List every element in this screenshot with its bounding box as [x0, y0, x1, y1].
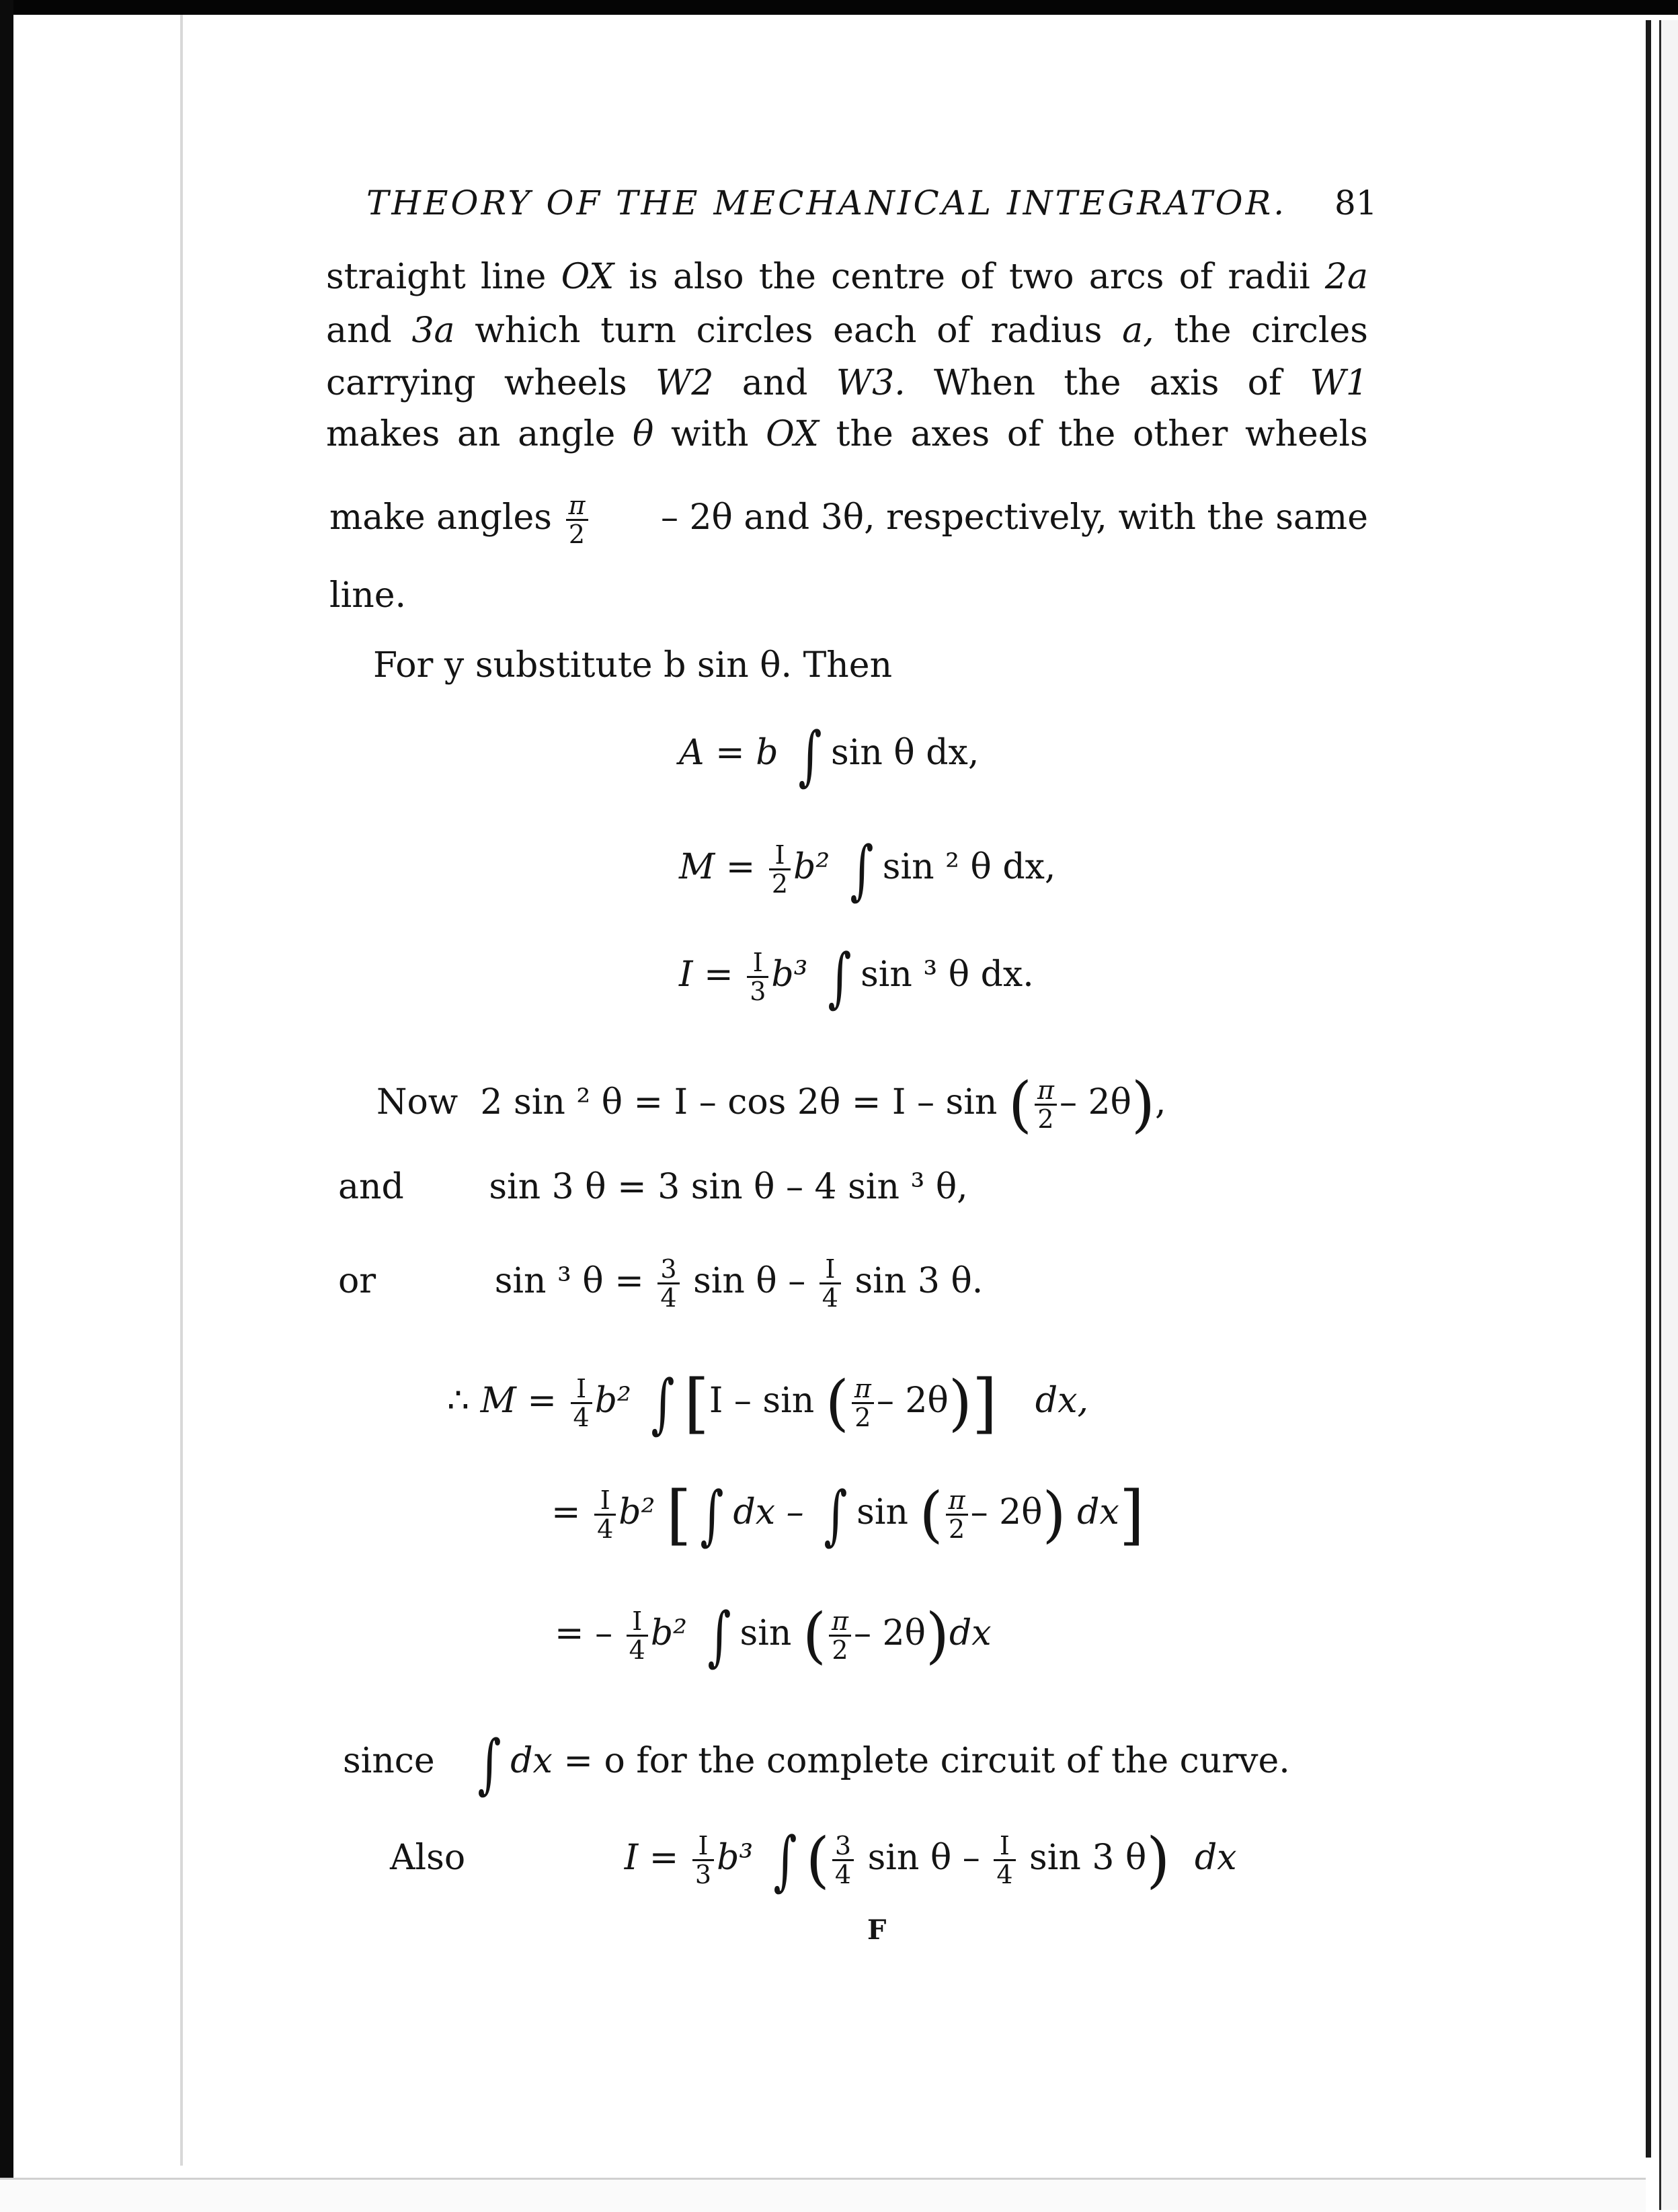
equation-therefore: ∴ M = $\frac{I}{4}$ b² ∫ [I – sin ( $\frac{\pi}{2}$ – 2θ)] dx,	[447, 1365, 1089, 1441]
scan-top-edge	[0, 0, 1678, 15]
equation-and: and sin 3 θ = 3 sin θ – 4 sin ³ θ,	[338, 1167, 968, 1207]
page-number: 81	[1334, 183, 1377, 222]
equation-also: Also I = $\frac{I}{3}$ b³ ∫ ( $\frac{3}{4}$ sin θ – $\frac{I}{4}$ sin 3 θ) dx	[390, 1822, 1237, 1898]
para1-line4: makes an angle θ with OX the axes of the other wheels	[326, 414, 1368, 454]
equation-M: M = $\frac{I}{2}$ b² ∫ sin ² θ dx,	[679, 831, 1056, 907]
para1-line3: carrying wheels W2 and W3. When the axis of W1	[326, 363, 1368, 403]
scan-left-edge	[0, 0, 13, 2210]
equation-step3: = – $\frac{I}{4}$ b² ∫ sin ( $\frac{\pi}{2}$ – 2θ)dx	[555, 1598, 992, 1674]
pi-over-2-fraction: $\frac{\pi}{2}$	[566, 492, 588, 548]
para1-line5: make angles $\frac{\pi}{2}$ – 2θ and 3θ, respectively, with the same	[329, 491, 1368, 549]
equation-step2: = $\frac{I}{4}$ b² [ ∫ dx – ∫ sin ( $\frac{\pi}{2}$ – 2θ) dx]	[551, 1477, 1145, 1553]
scan-bottom-edge	[0, 2178, 1646, 2212]
page-fold-line	[180, 15, 183, 2166]
scan-right-edge	[1646, 20, 1651, 2158]
equation-or: or sin ³ θ = $\frac{3}{4}$ sin θ – $\frac{I}{4}$ sin 3 θ.	[338, 1254, 984, 1313]
signature-mark: F	[867, 1914, 887, 1946]
equation-I: I = $\frac{I}{3}$ b³ ∫ sin ³ θ dx.	[679, 939, 1034, 1015]
sentence-substitute: For y substitute b sin θ. Then	[373, 645, 893, 686]
para1-line1: straight line OX is also the centre of two arcs of radii 2a	[326, 257, 1368, 297]
para1-line2: and 3a which turn circles each of radius a, the circles	[326, 311, 1368, 351]
running-header: THEORY OF THE MECHANICAL INTEGRATOR.	[366, 183, 1287, 222]
equation-since: since ∫ dx = o for the complete circuit of the curve.	[343, 1725, 1290, 1801]
equation-A: A = b ∫ sin θ dx,	[679, 717, 980, 793]
para1-line6: line.	[329, 575, 407, 616]
next-page-edge	[1659, 20, 1678, 2210]
equation-now: Now 2 sin ² θ = I – cos 2θ = I – sin ( $\frac{\pi}{2}$ – 2θ),	[376, 1069, 1166, 1140]
